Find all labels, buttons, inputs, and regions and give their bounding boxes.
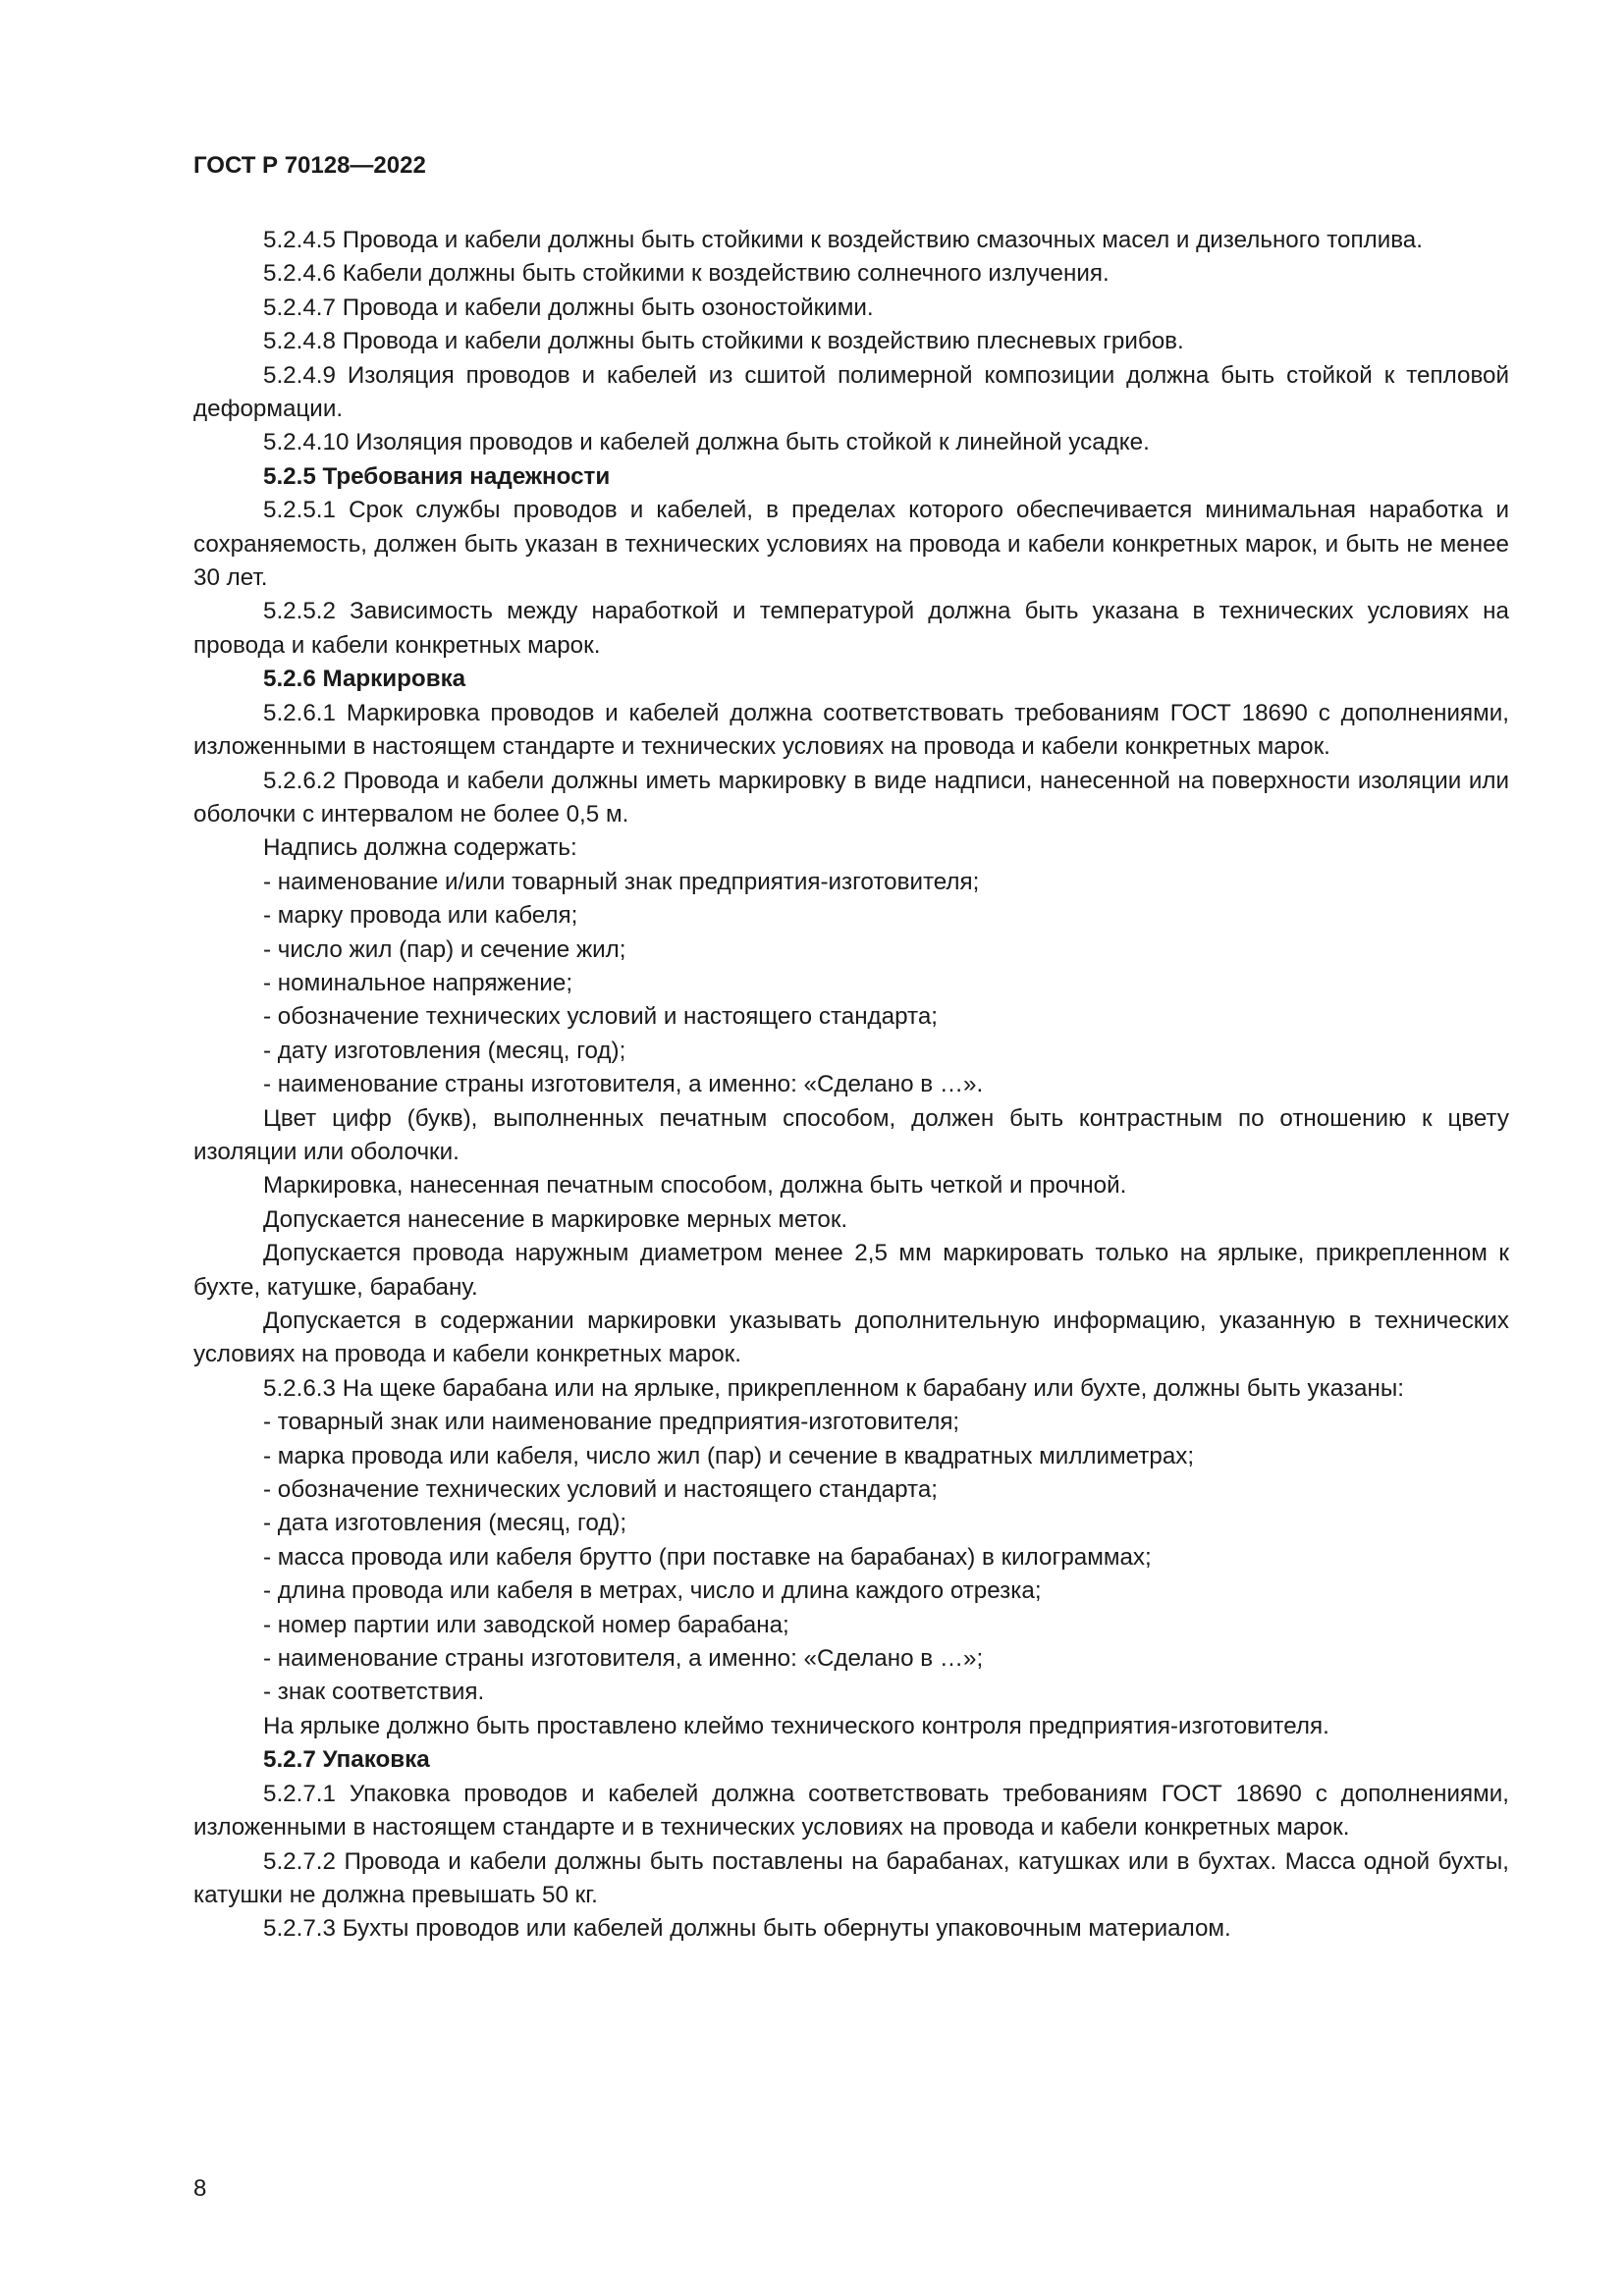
marking-color-paragraph: Цвет цифр (букв), выполненных печатным способом, должен быть контрастным по отношению к цвету изоляции или оболочки. — [193, 1104, 1509, 1165]
inscription-intro: Надпись должна содержать: — [263, 834, 577, 862]
page-number: 8 — [193, 2175, 207, 2202]
drum-label-list — [193, 1406, 1509, 1710]
list-item: - число жил (пар) и сечение жил; — [193, 934, 1509, 967]
marking-label-paragraph: Допускается провода наружным диаметром менее 2,5 мм маркировать только на ярлыке, прикрепленном к бухте, катушке, барабану. — [193, 1240, 1509, 1301]
list-item: - наименование страны изготовителя, а именно: «Сделано в …». — [193, 1068, 1509, 1101]
clause-5-2-7-2: 5.2.7.2 Провода и кабели должны быть поставлены на барабанах, катушках или в бухтах. Масса одной бухты, катушки не должна превышать 50 кг. — [193, 1847, 1509, 1908]
clause-5-2-6-1: 5.2.6.1 Маркировка проводов и кабелей должна соответствовать требованиям ГОСТ 18690 с дополнениями, изложенными в настоящем стандарте и технических условиях на провода и кабели конкретных марок. — [193, 699, 1509, 761]
list-item: - марка провода или кабеля, число жил (пар) и сечение в квадратных миллиметрах; — [193, 1440, 1509, 1473]
stamp-paragraph: На ярлыке должно быть проставлено клеймо технического контроля предприятия-изготовителя. — [263, 1712, 1329, 1739]
clause-5-2-4-9: 5.2.4.9 Изоляция проводов и кабелей из сшитой полимерной композиции должна быть стойкой к тепловой деформации. — [193, 361, 1509, 423]
list-item: - обозначение технических условий и настоящего стандарта; — [193, 1473, 1509, 1507]
section-heading-marking: 5.2.6 Маркировка — [263, 666, 466, 693]
marking-extra-info-paragraph: Допускается в содержании маркировки указывать дополнительную информацию, указанную в технических условиях на провода и кабели конкретных марок. — [193, 1308, 1509, 1368]
clause-5-2-4-7: 5.2.4.7 Провода и кабели должны быть озоностойкими. — [263, 294, 874, 321]
clause-5-2-6-3: 5.2.6.3 На щеке барабана или на ярлыке, прикрепленном к барабану или бухте, должны быть указаны: — [263, 1374, 1404, 1402]
inscription-list — [193, 866, 1509, 1102]
clause-5-2-4-8: 5.2.4.8 Провода и кабели должны быть стойкими к воздействию плесневых грибов. — [263, 328, 1184, 355]
clause-5-2-7-1: 5.2.7.1 Упаковка проводов и кабелей должна соответствовать требованиям ГОСТ 18690 с дополнениями, изложенными в настоящем стандарте и в технических условиях на провода и кабели конкретных марок. — [193, 1780, 1509, 1842]
marking-marks-paragraph: Допускается нанесение в маркировке мерных меток. — [263, 1205, 848, 1233]
list-item: - номер партии или заводской номер барабана; — [193, 1609, 1509, 1642]
clause-5-2-5-2: 5.2.5.2 Зависимость между наработкой и температурой должна быть указана в технических условиях на провода и кабели конкретных марок. — [193, 598, 1509, 659]
marking-quality-paragraph: Маркировка, нанесенная печатным способом, должна быть четкой и прочной. — [263, 1172, 1127, 1200]
list-item: - обозначение технических условий и настоящего стандарта; — [193, 1000, 1509, 1034]
section-heading-reliability: 5.2.5 Требования надежности — [263, 462, 611, 490]
clause-5-2-6-2: 5.2.6.2 Провода и кабели должны иметь маркировку в виде надписи, нанесенной на поверхности изоляции или оболочки с интервалом не более 0,5 м. — [193, 767, 1509, 828]
clause-5-2-4-6: 5.2.4.6 Кабели должны быть стойкими к воздействию солнечного излучения. — [263, 260, 1110, 288]
page-body — [193, 224, 1509, 1947]
clause-5-2-7-3: 5.2.7.3 Бухты проводов или кабелей должны быть обернуты упаковочным материалом. — [263, 1915, 1231, 1943]
list-item: - наименование и/или товарный знак предприятия-изготовителя; — [193, 866, 1509, 899]
list-item: - длина провода или кабеля в метрах, число и длина каждого отрезка; — [193, 1575, 1509, 1608]
clause-5-2-5-1: 5.2.5.1 Срок службы проводов и кабелей, в пределах которого обеспечивается минимальная наработка и сохраняемость, должен быть указан в технических условиях на провода и кабели конкретных марок, и быть не менее 30 лет. — [193, 497, 1509, 592]
list-item: - номинальное напряжение; — [193, 967, 1509, 1000]
clause-5-2-4-5: 5.2.4.5 Провода и кабели должны быть стойкими к воздействию смазочных масел и дизельного топлива. — [263, 227, 1423, 253]
list-item: - товарный знак или наименование предприятия-изготовителя; — [193, 1406, 1509, 1439]
list-item: - марку провода или кабеля; — [193, 899, 1509, 933]
list-item: - дату изготовления (месяц, год); — [193, 1035, 1509, 1068]
document-code-header: ГОСТ Р 70128—2022 — [193, 152, 426, 179]
list-item: - масса провода или кабеля брутто (при поставке на барабанах) в килограммах; — [193, 1541, 1509, 1575]
section-heading-packaging: 5.2.7 Упаковка — [263, 1746, 430, 1774]
list-item: - наименование страны изготовителя, а именно: «Сделано в …»; — [193, 1642, 1509, 1676]
clause-5-2-4-10: 5.2.4.10 Изоляция проводов и кабелей должна быть стойкой к линейной усадке. — [263, 429, 1150, 456]
list-item: - дата изготовления (месяц, год); — [193, 1507, 1509, 1540]
list-item: - знак соответствия. — [193, 1676, 1509, 1709]
